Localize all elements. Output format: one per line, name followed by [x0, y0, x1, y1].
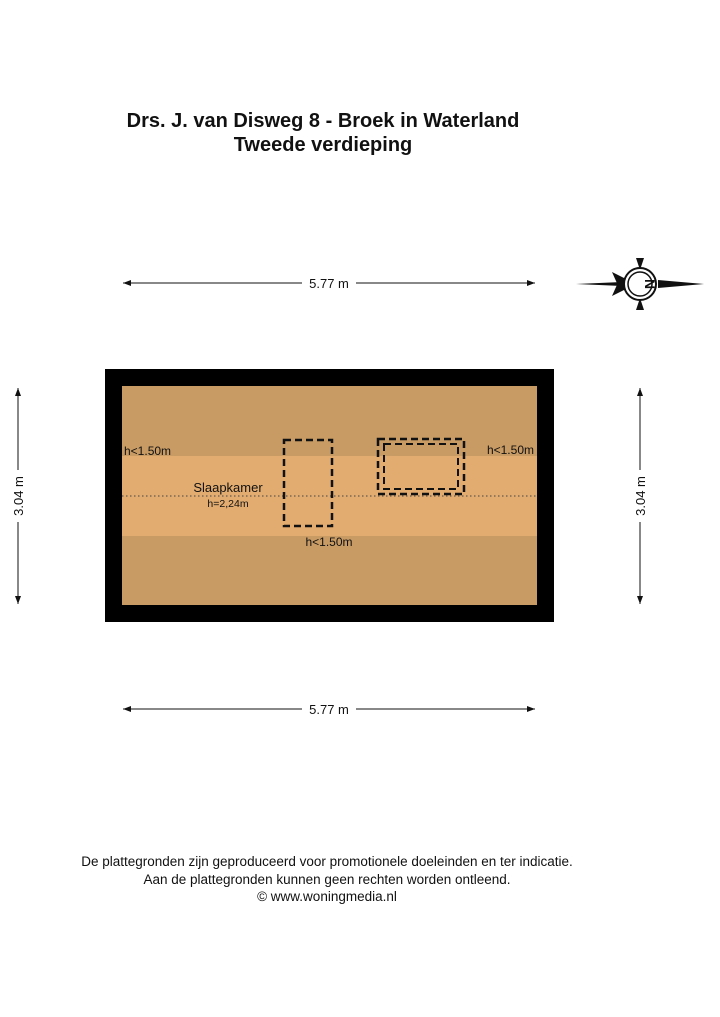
room-name-label: Slaapkamer: [193, 480, 263, 495]
top-dimension: [123, 276, 535, 291]
compass-north-label: N: [642, 278, 658, 290]
room-height-label: h=2,24m: [207, 498, 249, 510]
disclaimer-line-1: De plattegronden zijn geproduceerd voor promotionele doeleinden en ter indicatie.: [81, 854, 573, 869]
right-dimension-label: 3.04 m: [633, 476, 648, 516]
arrow-left-icon: [123, 280, 131, 286]
floor-subtitle: Tweede verdieping: [233, 134, 413, 156]
arrow-up-icon: [637, 388, 643, 396]
top-dimension-label: 5.77 m: [309, 276, 349, 291]
arrow-right-icon: [527, 280, 535, 286]
bottom-dimension: [123, 702, 535, 717]
arrow-up-icon: [15, 388, 21, 396]
arrow-left-icon: [123, 706, 131, 712]
copyright-line: © www.woningmedia.nl: [257, 889, 397, 904]
low-height-left-label: h<1.50m: [124, 444, 172, 458]
low-height-center-label: h<1.50m: [305, 535, 353, 549]
right-dimension: [633, 388, 648, 604]
room-slaapkamer: [105, 369, 554, 622]
page-title: Drs. J. van Disweg 8 - Broek in Waterland: [126, 110, 520, 132]
compass-icon: [576, 258, 704, 310]
arrow-right-icon: [527, 706, 535, 712]
low-height-right-label: h<1.50m: [486, 443, 534, 457]
bottom-dimension-label: 5.77 m: [309, 702, 349, 717]
left-dimension: [11, 388, 26, 604]
left-dimension-label: 3.04 m: [11, 476, 26, 516]
arrow-down-icon: [15, 596, 21, 604]
arrow-down-icon: [637, 596, 643, 604]
disclaimer-line-2: Aan de plattegronden kunnen geen rechten worden ontleend.: [143, 872, 511, 887]
